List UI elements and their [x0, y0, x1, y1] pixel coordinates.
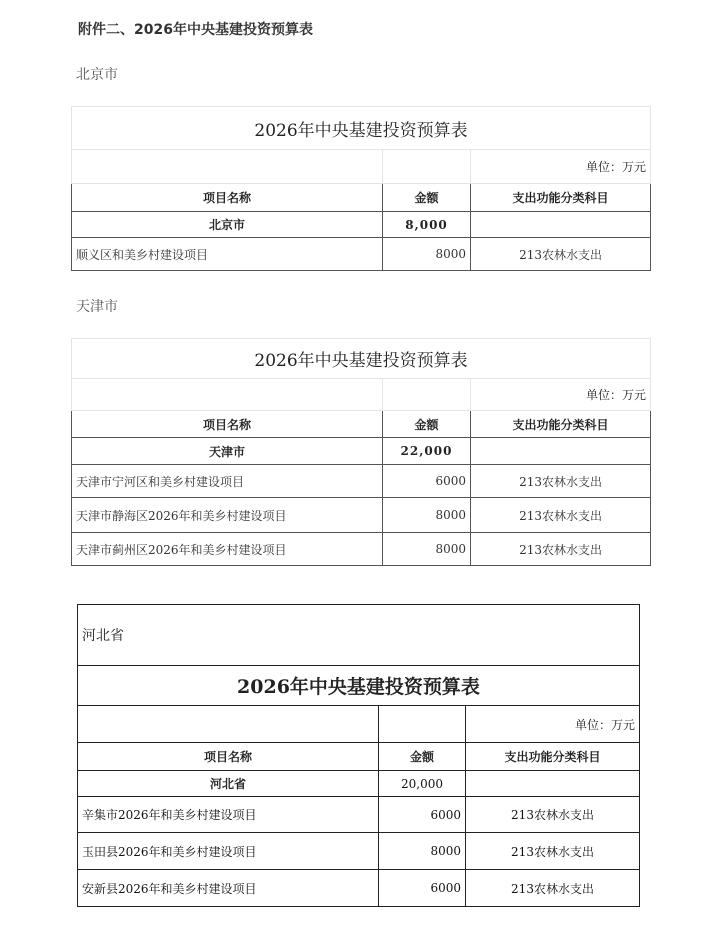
total-name: 天津市: [72, 438, 383, 465]
total-row: [72, 438, 651, 465]
budget-table-beijing: [71, 106, 651, 271]
total-amount: 20,000: [379, 771, 466, 797]
table-title-row: [78, 666, 640, 706]
project-category: 213农林水支出: [471, 238, 651, 271]
header-row: [78, 743, 640, 771]
total-name: 北京市: [72, 212, 383, 238]
unit-label: 单位：万元: [471, 379, 651, 411]
unit-row: [72, 150, 651, 184]
unit-row: [72, 379, 651, 411]
table-title-row: [72, 339, 651, 379]
project-amount: 6000: [379, 870, 466, 907]
project-name: 玉田县2026年和美乡村建设项目: [78, 833, 379, 870]
region-heading-tianjin: 天津市: [76, 299, 118, 315]
unit-row: [78, 706, 640, 743]
header-amount: 金额: [383, 184, 471, 212]
table-row: [78, 870, 640, 907]
table-row: [72, 533, 651, 566]
unit-label: 单位：万元: [471, 150, 651, 184]
project-amount: 6000: [379, 797, 466, 833]
table-row: [72, 465, 651, 498]
project-category: 213农林水支出: [471, 465, 651, 498]
project-name: 安新县2026年和美乡村建设项目: [78, 870, 379, 907]
project-name: 辛集市2026年和美乡村建设项目: [78, 797, 379, 833]
project-amount: 8000: [383, 238, 471, 271]
total-name: 河北省: [78, 771, 379, 797]
project-name: 天津市静海区2026年和美乡村建设项目: [72, 498, 383, 533]
table-row: [72, 238, 651, 271]
project-amount: 8000: [383, 533, 471, 566]
region-heading-hebei: 河北省: [78, 605, 640, 666]
table-title-row: [72, 107, 651, 150]
project-amount: 8000: [383, 498, 471, 533]
header-row: [72, 411, 651, 438]
header-project-name: 项目名称: [78, 743, 379, 771]
region-row: [78, 605, 640, 666]
header-row: [72, 184, 651, 212]
project-amount: 8000: [379, 833, 466, 870]
table-row: [78, 797, 640, 833]
project-amount: 6000: [383, 465, 471, 498]
total-row: [72, 212, 651, 238]
header-category: 支出功能分类科目: [471, 184, 651, 212]
total-amount: 8,000: [383, 212, 471, 238]
header-amount: 金额: [379, 743, 466, 771]
header-project-name: 项目名称: [72, 411, 383, 438]
budget-table-hebei: [77, 604, 640, 907]
unit-label: 单位：万元: [466, 706, 640, 743]
header-category: 支出功能分类科目: [471, 411, 651, 438]
table-title: 2026年中央基建投资预算表: [72, 339, 651, 379]
header-amount: 金额: [383, 411, 471, 438]
table-row: [72, 498, 651, 533]
total-row: [78, 771, 640, 797]
project-category: 213农林水支出: [471, 498, 651, 533]
project-name: 天津市宁河区和美乡村建设项目: [72, 465, 383, 498]
project-category: 213农林水支出: [466, 797, 640, 833]
project-name: 天津市蓟州区2026年和美乡村建设项目: [72, 533, 383, 566]
document-title: 附件二、2026年中央基建投资预算表: [78, 22, 313, 38]
header-project-name: 项目名称: [72, 184, 383, 212]
header-category: 支出功能分类科目: [466, 743, 640, 771]
table-row: [78, 833, 640, 870]
table-title: 2026年中央基建投资预算表: [78, 666, 640, 706]
project-category: 213农林水支出: [471, 533, 651, 566]
project-category: 213农林水支出: [466, 833, 640, 870]
budget-table-tianjin: [71, 338, 651, 566]
project-name: 顺义区和美乡村建设项目: [72, 238, 383, 271]
region-heading-beijing: 北京市: [76, 67, 118, 83]
table-title: 2026年中央基建投资预算表: [72, 107, 651, 150]
project-category: 213农林水支出: [466, 870, 640, 907]
total-amount: 22,000: [383, 438, 471, 465]
